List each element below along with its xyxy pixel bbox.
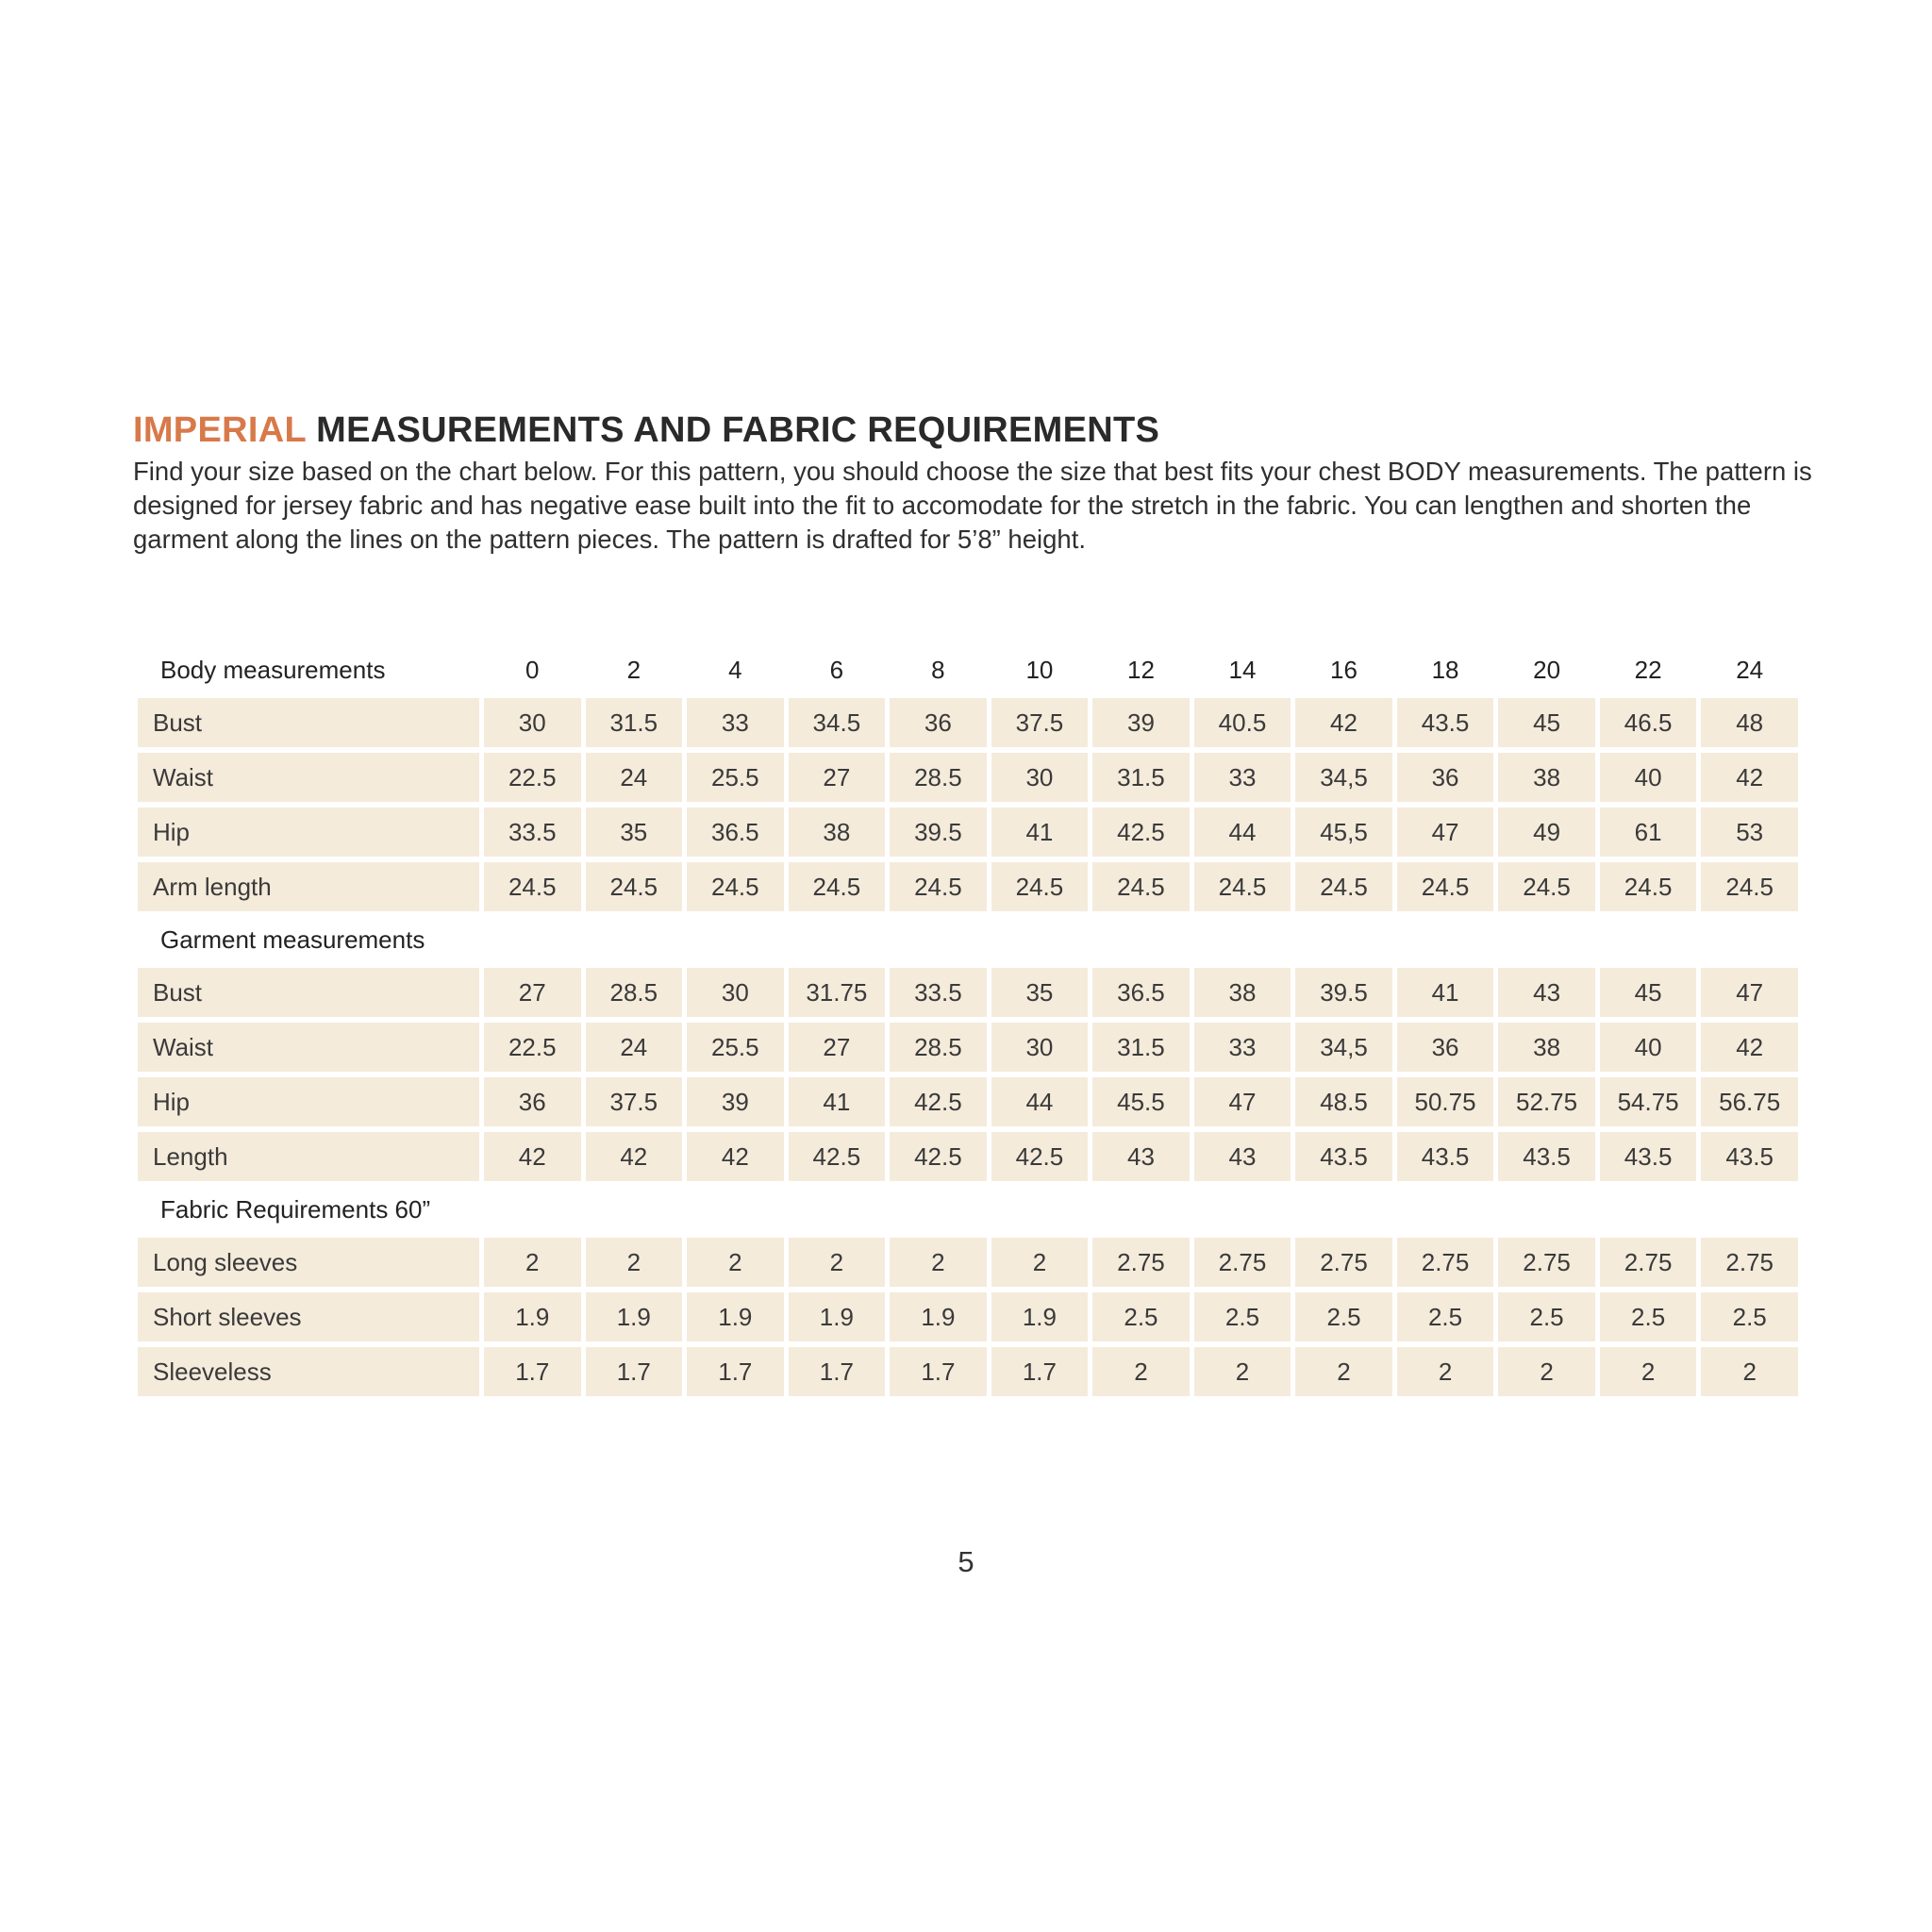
table-cell: 34,5 — [1295, 1023, 1392, 1072]
row-label: Length — [138, 1132, 479, 1181]
table-cell: 25.5 — [687, 753, 784, 802]
table-row — [138, 1023, 1798, 1072]
table-cell: 43.5 — [1397, 1132, 1494, 1181]
table-cell: 42 — [586, 1132, 683, 1181]
table-cell: 28.5 — [890, 753, 987, 802]
table-cell: 41 — [991, 808, 1089, 857]
table-cell: 31.75 — [789, 968, 886, 1017]
table-cell: 36.5 — [1092, 968, 1190, 1017]
table-cell: 33 — [1194, 753, 1291, 802]
table-cell: 42 — [484, 1132, 581, 1181]
table-cell: 37.5 — [991, 698, 1089, 747]
section-header-row — [138, 1187, 1798, 1232]
table-cell: 2.75 — [1701, 1238, 1798, 1287]
table-cell: 2 — [1498, 1347, 1595, 1396]
table-cell: 24.5 — [789, 862, 886, 911]
table-cell: 2 — [687, 1238, 784, 1287]
table-cell: 45,5 — [1295, 808, 1392, 857]
table-cell: 2.5 — [1498, 1292, 1595, 1341]
table-cell: 33 — [687, 698, 784, 747]
table-cell: 36 — [890, 698, 987, 747]
table-cell: 45 — [1600, 968, 1697, 1017]
table-cell: 48.5 — [1295, 1077, 1392, 1126]
size-header — [1701, 917, 1798, 962]
heading-accent: IMPERIAL — [133, 410, 307, 450]
table-cell: 2.5 — [1295, 1292, 1392, 1341]
table-cell: 24.5 — [1194, 862, 1291, 911]
size-header — [484, 917, 581, 962]
table-cell: 47 — [1194, 1077, 1291, 1126]
table-cell: 22.5 — [484, 1023, 581, 1072]
table-cell: 1.9 — [789, 1292, 886, 1341]
table-cell: 39 — [687, 1077, 784, 1126]
table-cell: 24.5 — [687, 862, 784, 911]
table-cell: 1.7 — [991, 1347, 1089, 1396]
table-cell: 44 — [1194, 808, 1291, 857]
size-chart-body — [138, 647, 1798, 1396]
table-cell: 25.5 — [687, 1023, 784, 1072]
size-header — [687, 917, 784, 962]
size-header — [991, 1187, 1089, 1232]
table-cell: 1.7 — [484, 1347, 581, 1396]
table-row — [138, 1132, 1798, 1181]
table-cell: 2 — [1092, 1347, 1190, 1396]
table-cell: 2.75 — [1194, 1238, 1291, 1287]
table-cell: 42 — [1701, 753, 1798, 802]
table-cell: 42 — [687, 1132, 784, 1181]
table-row — [138, 698, 1798, 747]
table-cell: 2 — [991, 1238, 1089, 1287]
table-cell: 24 — [586, 753, 683, 802]
table-cell: 33.5 — [890, 968, 987, 1017]
size-header — [890, 917, 987, 962]
table-cell: 2.75 — [1600, 1238, 1697, 1287]
size-header — [1295, 917, 1392, 962]
table-cell: 48 — [1701, 698, 1798, 747]
intro-paragraph: Find your size based on the chart below. For this pattern, you should choose the size that best fits your chest BODY measurements. The pattern is designed for jersey fabric and has negative ease built into the fit to accomodate for the stretch in the fabric. You can lengthen and shorten the garment along the lines on the pattern pieces. The pattern is drafted for 5’8” height. — [133, 457, 1812, 554]
table-cell: 2 — [890, 1238, 987, 1287]
size-header — [1600, 1187, 1697, 1232]
table-cell: 39 — [1092, 698, 1190, 747]
table-cell: 36 — [484, 1077, 581, 1126]
table-cell: 33 — [1194, 1023, 1291, 1072]
row-label: Hip — [138, 808, 479, 857]
table-cell: 24.5 — [586, 862, 683, 911]
section-header-row — [138, 647, 1798, 692]
row-label: Hip — [138, 1077, 479, 1126]
table-cell: 1.7 — [890, 1347, 987, 1396]
table-cell: 38 — [789, 808, 886, 857]
table-cell: 43.5 — [1600, 1132, 1697, 1181]
table-cell: 2.75 — [1295, 1238, 1392, 1287]
table-cell: 30 — [484, 698, 581, 747]
table-cell: 24.5 — [1498, 862, 1595, 911]
table-cell: 1.7 — [789, 1347, 886, 1396]
table-cell: 41 — [789, 1077, 886, 1126]
table-cell: 49 — [1498, 808, 1595, 857]
page-number: 5 — [958, 1545, 974, 1578]
table-cell: 2.5 — [1701, 1292, 1798, 1341]
table-cell: 42.5 — [991, 1132, 1089, 1181]
table-cell: 22.5 — [484, 753, 581, 802]
table-cell: 43.5 — [1701, 1132, 1798, 1181]
table-cell: 1.9 — [890, 1292, 987, 1341]
table-cell: 30 — [991, 1023, 1089, 1072]
table-cell: 37.5 — [586, 1077, 683, 1126]
row-label: Sleeveless — [138, 1347, 479, 1396]
size-header: 8 — [931, 655, 945, 684]
table-cell: 61 — [1600, 808, 1697, 857]
table-cell: 35 — [991, 968, 1089, 1017]
size-header: 18 — [1431, 655, 1459, 684]
size-header — [789, 917, 886, 962]
table-cell: 53 — [1701, 808, 1798, 857]
table-cell: 1.7 — [687, 1347, 784, 1396]
table-cell: 2 — [1397, 1347, 1494, 1396]
section-header-row — [138, 917, 1798, 962]
size-header: 4 — [728, 655, 742, 684]
size-header — [1600, 917, 1697, 962]
table-cell: 36.5 — [687, 808, 784, 857]
table-row — [138, 808, 1798, 857]
size-header — [687, 1187, 784, 1232]
table-cell: 27 — [789, 1023, 886, 1072]
size-header — [890, 1187, 987, 1232]
table-cell: 31.5 — [586, 698, 683, 747]
table-row — [138, 1292, 1798, 1341]
size-header: 20 — [1533, 655, 1561, 684]
table-cell: 42 — [1295, 698, 1392, 747]
table-cell: 24.5 — [991, 862, 1089, 911]
table-row — [138, 1238, 1798, 1287]
size-header — [484, 1187, 581, 1232]
size-header: 14 — [1228, 655, 1257, 684]
table-row — [138, 1347, 1798, 1396]
table-cell: 30 — [687, 968, 784, 1017]
size-header — [1498, 1187, 1595, 1232]
table-cell: 2.5 — [1194, 1292, 1291, 1341]
size-header — [1498, 917, 1595, 962]
table-cell: 2.75 — [1498, 1238, 1595, 1287]
table-cell: 42.5 — [1092, 808, 1190, 857]
size-header — [1194, 1187, 1291, 1232]
table-cell: 40 — [1600, 1023, 1697, 1072]
table-cell: 42.5 — [890, 1132, 987, 1181]
page-heading — [133, 410, 1159, 451]
size-chart — [138, 641, 1798, 1402]
section-title: Fabric Requirements 60” — [160, 1194, 431, 1224]
table-cell: 39.5 — [1295, 968, 1392, 1017]
table-cell: 1.9 — [991, 1292, 1089, 1341]
table-cell: 43.5 — [1498, 1132, 1595, 1181]
table-cell: 39.5 — [890, 808, 987, 857]
table-cell: 1.9 — [484, 1292, 581, 1341]
table-row — [138, 753, 1798, 802]
table-cell: 24.5 — [1092, 862, 1190, 911]
table-cell: 35 — [586, 808, 683, 857]
size-header — [1397, 1187, 1494, 1232]
size-header: 24 — [1736, 655, 1764, 684]
size-header — [586, 917, 683, 962]
table-cell: 2.5 — [1397, 1292, 1494, 1341]
table-cell: 38 — [1194, 968, 1291, 1017]
table-cell: 56.75 — [1701, 1077, 1798, 1126]
table-cell: 31.5 — [1092, 753, 1190, 802]
table-row — [138, 862, 1798, 911]
size-header — [1701, 1187, 1798, 1232]
table-cell: 2.5 — [1600, 1292, 1697, 1341]
row-label: Waist — [138, 1023, 479, 1072]
size-header: 12 — [1126, 655, 1155, 684]
size-header — [1295, 1187, 1392, 1232]
table-cell: 45 — [1498, 698, 1595, 747]
table-cell: 24.5 — [1397, 862, 1494, 911]
row-label: Short sleeves — [138, 1292, 479, 1341]
table-cell: 28.5 — [586, 968, 683, 1017]
row-label: Waist — [138, 753, 479, 802]
heading-rest: MEASUREMENTS AND FABRIC REQUIREMENTS — [316, 410, 1160, 450]
table-cell: 2.75 — [1397, 1238, 1494, 1287]
table-cell: 43 — [1092, 1132, 1190, 1181]
table-cell: 42 — [1701, 1023, 1798, 1072]
table-cell: 43.5 — [1397, 698, 1494, 747]
row-label: Arm length — [138, 862, 479, 911]
table-cell: 2 — [484, 1238, 581, 1287]
size-header — [1092, 1187, 1190, 1232]
table-cell: 27 — [484, 968, 581, 1017]
table-cell: 24.5 — [1600, 862, 1697, 911]
size-header: 6 — [829, 655, 844, 684]
size-header — [1397, 917, 1494, 962]
size-header: 22 — [1634, 655, 1662, 684]
section-title: Garment measurements — [160, 924, 425, 954]
table-cell: 2 — [1600, 1347, 1697, 1396]
table-row — [138, 1077, 1798, 1126]
size-header — [586, 1187, 683, 1232]
section-title: Body measurements — [160, 655, 386, 684]
table-cell: 1.9 — [586, 1292, 683, 1341]
table-cell: 34,5 — [1295, 753, 1392, 802]
table-cell: 40.5 — [1194, 698, 1291, 747]
table-cell: 38 — [1498, 1023, 1595, 1072]
table-cell: 24.5 — [484, 862, 581, 911]
table-row — [138, 968, 1798, 1017]
table-cell: 31.5 — [1092, 1023, 1190, 1072]
table-cell: 24 — [586, 1023, 683, 1072]
table-cell: 36 — [1397, 1023, 1494, 1072]
table-cell: 1.7 — [586, 1347, 683, 1396]
table-cell: 47 — [1701, 968, 1798, 1017]
size-header — [789, 1187, 886, 1232]
table-cell: 33.5 — [484, 808, 581, 857]
table-cell: 24.5 — [1701, 862, 1798, 911]
table-cell: 40 — [1600, 753, 1697, 802]
size-header: 10 — [1025, 655, 1054, 684]
table-cell: 42.5 — [890, 1077, 987, 1126]
table-cell: 28.5 — [890, 1023, 987, 1072]
table-cell: 2 — [1701, 1347, 1798, 1396]
table-cell: 2 — [1194, 1347, 1291, 1396]
size-header: 16 — [1330, 655, 1357, 684]
table-cell: 24.5 — [890, 862, 987, 911]
table-cell: 38 — [1498, 753, 1595, 802]
table-cell: 2 — [586, 1238, 683, 1287]
row-label: Long sleeves — [138, 1238, 479, 1287]
row-label: Bust — [138, 698, 479, 747]
size-header — [991, 917, 1089, 962]
size-header — [1092, 917, 1190, 962]
table-cell: 45.5 — [1092, 1077, 1190, 1126]
table-cell: 42.5 — [789, 1132, 886, 1181]
table-cell: 47 — [1397, 808, 1494, 857]
table-cell: 27 — [789, 753, 886, 802]
row-label: Bust — [138, 968, 479, 1017]
table-cell: 43 — [1194, 1132, 1291, 1181]
table-cell: 1.9 — [687, 1292, 784, 1341]
table-cell: 30 — [991, 753, 1089, 802]
size-header: 2 — [626, 655, 641, 684]
table-cell: 52.75 — [1498, 1077, 1595, 1126]
table-cell: 2 — [789, 1238, 886, 1287]
table-cell: 2 — [1295, 1347, 1392, 1396]
table-cell: 54.75 — [1600, 1077, 1697, 1126]
table-cell: 2.75 — [1092, 1238, 1190, 1287]
size-chart-table — [133, 641, 1803, 1402]
table-cell: 24.5 — [1295, 862, 1392, 911]
size-header: 0 — [525, 655, 540, 684]
table-cell: 2.5 — [1092, 1292, 1190, 1341]
table-cell: 43 — [1498, 968, 1595, 1017]
size-header — [1194, 917, 1291, 962]
table-cell: 44 — [991, 1077, 1089, 1126]
table-cell: 50.75 — [1397, 1077, 1494, 1126]
table-cell: 36 — [1397, 753, 1494, 802]
table-cell: 43.5 — [1295, 1132, 1392, 1181]
table-cell: 46.5 — [1600, 698, 1697, 747]
table-cell: 34.5 — [789, 698, 886, 747]
table-cell: 41 — [1397, 968, 1494, 1017]
